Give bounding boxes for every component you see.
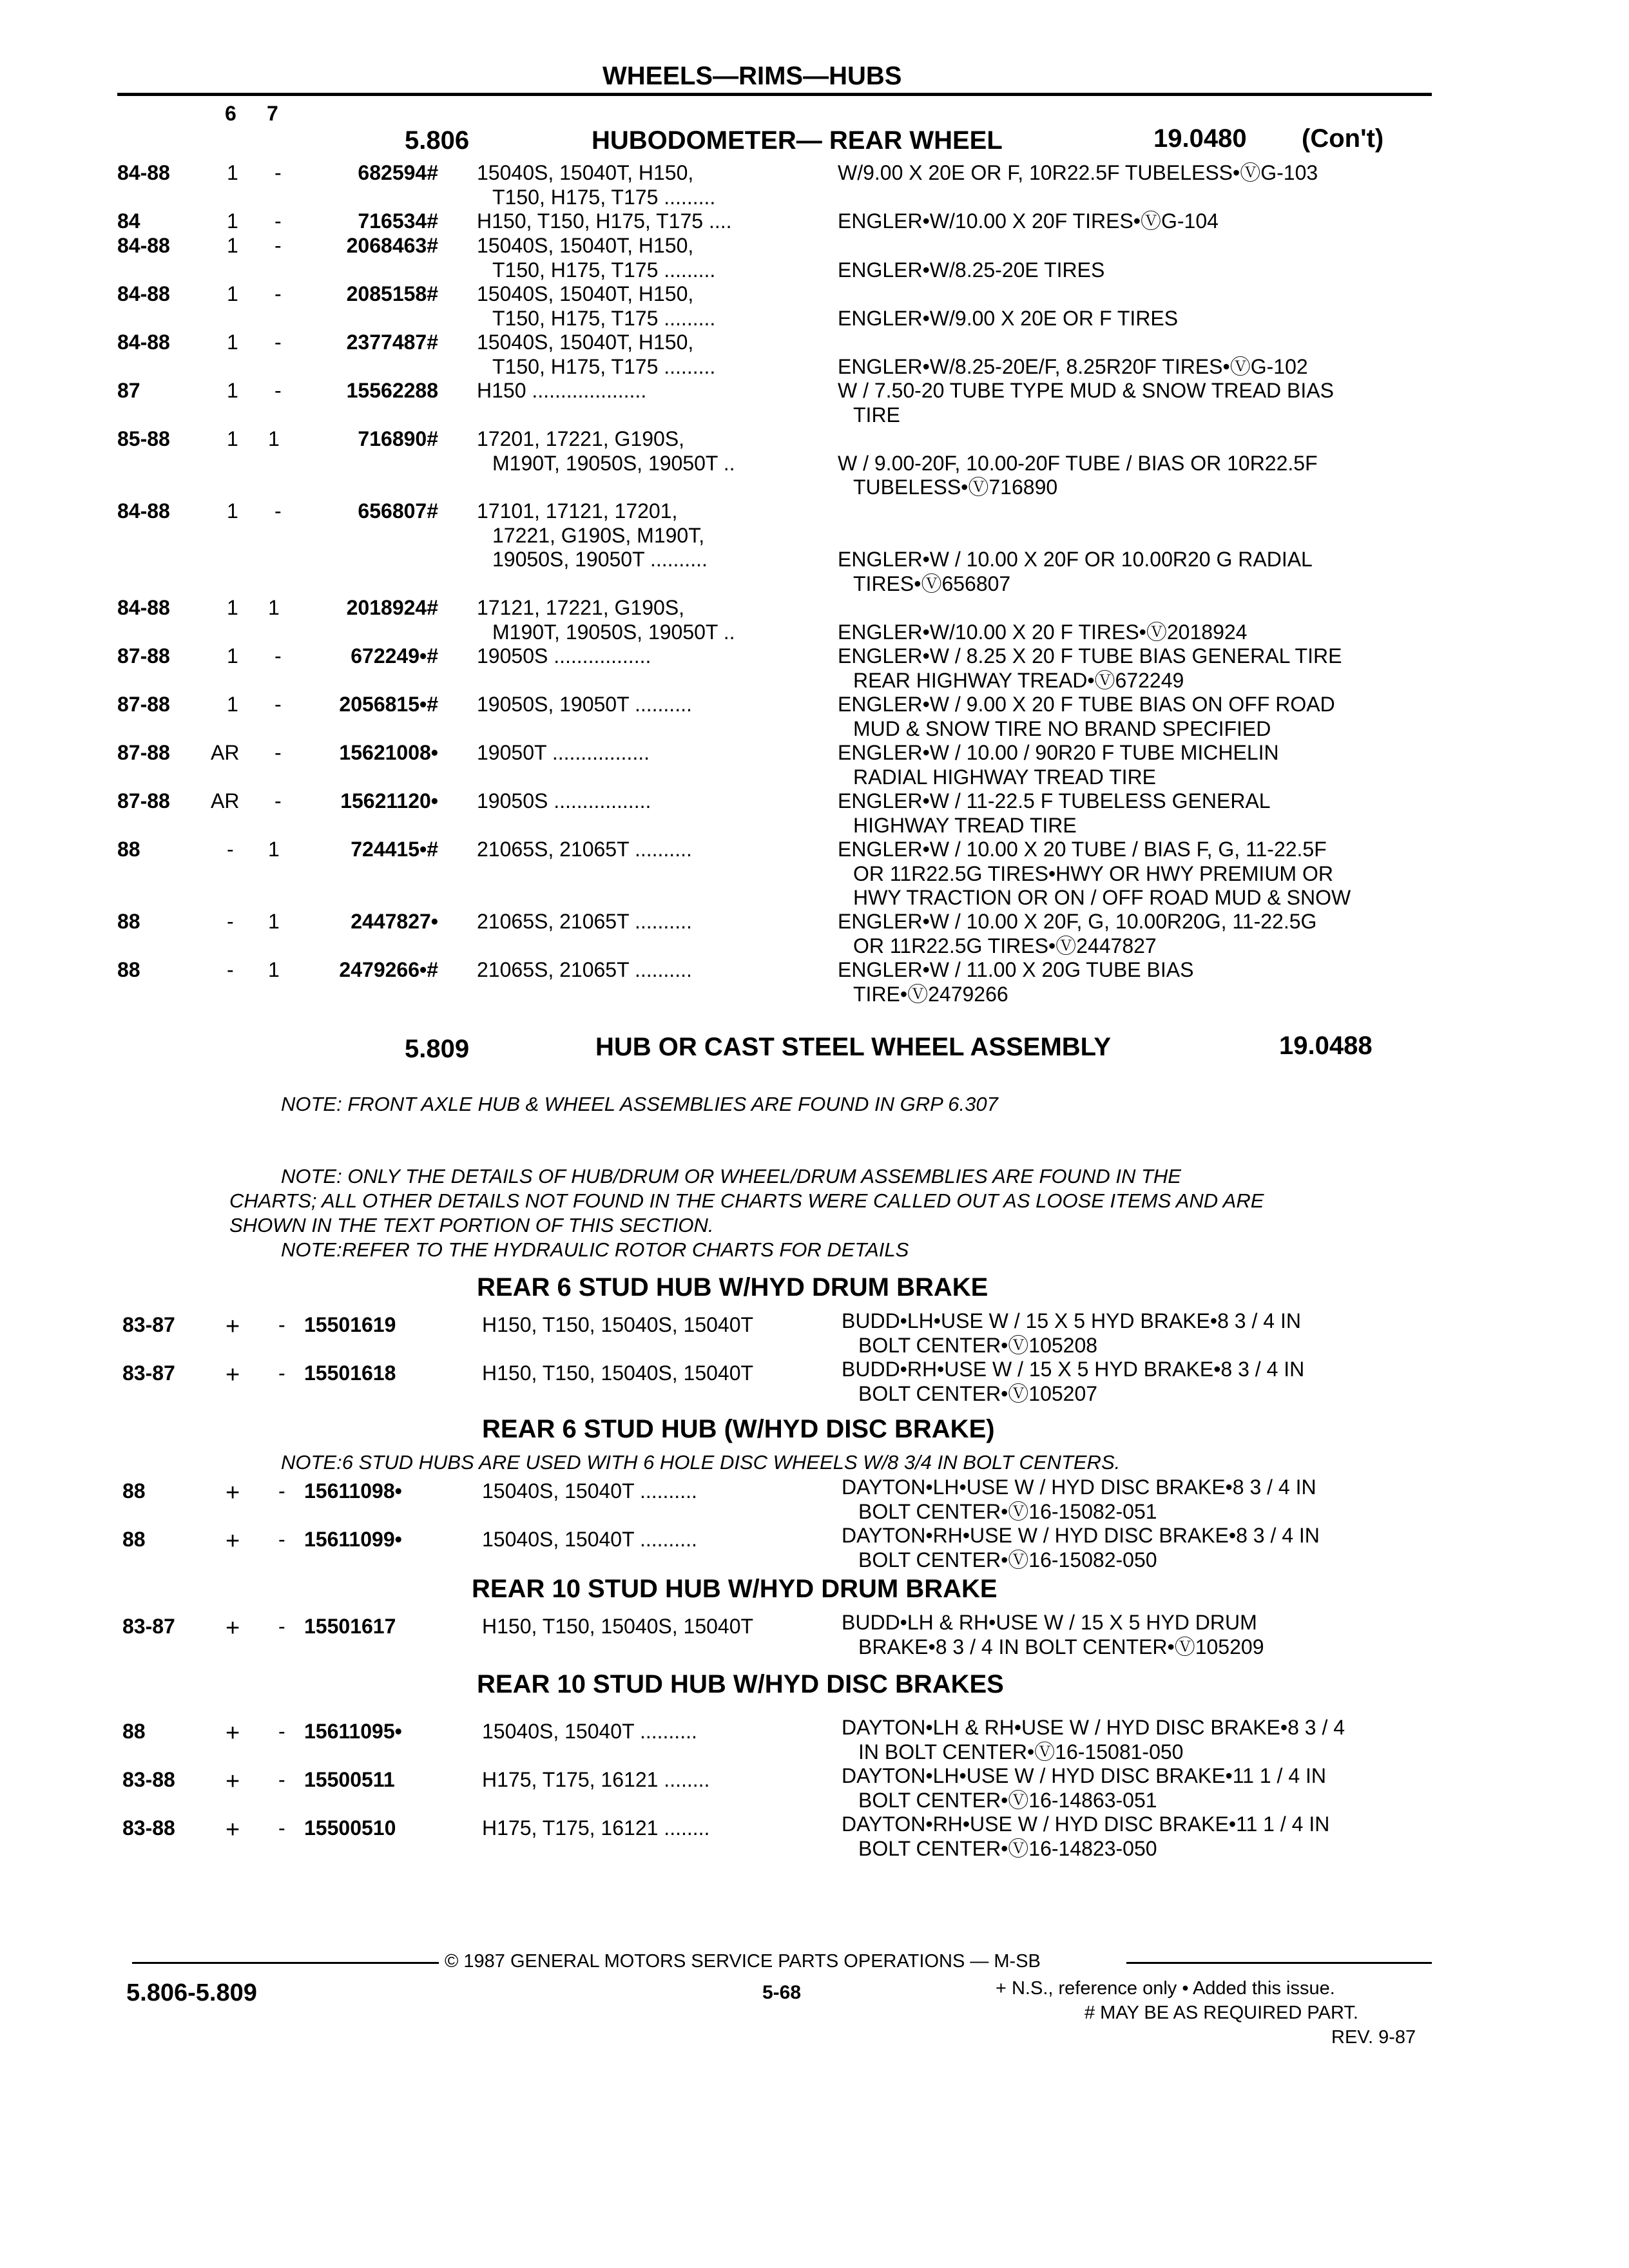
applicable-models: H150, T150, 15040S, 15040T: [482, 1313, 754, 1336]
applicable-models: T150, H175, T175 .........: [492, 354, 716, 378]
copyright-line: © 1987 GENERAL MOTORS SERVICE PARTS OPERATIONS — M-SB: [445, 1951, 1041, 1972]
part-description: MUD & SNOW TIRE NO BRAND SPECIFIED: [853, 716, 1271, 740]
part-description: ENGLER•W / 10.00 / 90R20 F TUBE MICHELIN: [838, 741, 1279, 764]
applicable-models: 19050S, 19050T ..........: [477, 693, 692, 716]
column-header-7: 7: [267, 102, 278, 125]
applicable-models: H150, T150, 15040S, 15040T: [482, 1615, 754, 1638]
note-rotor-charts: NOTE:REFER TO THE HYDRAULIC ROTOR CHARTS FOR DETAILS: [281, 1238, 909, 1261]
part-description: ENGLER•W / 10.00 X 20F OR 10.00R20 G RADIAL: [838, 548, 1313, 571]
applicable-models: T150, H175, T175 .........: [492, 185, 716, 209]
section-title: HUB OR CAST STEEL WHEEL ASSEMBLY: [595, 1033, 1112, 1061]
footer-rule-right: [1126, 1962, 1432, 1964]
applicable-models: 21065S, 21065T ..........: [477, 838, 692, 861]
model-years: 88: [117, 838, 140, 861]
qty-col-7: -: [275, 209, 282, 233]
applicable-models: H150, T150, H175, T175 ....: [477, 209, 732, 233]
model-years: 84: [117, 209, 140, 233]
part-description: BRAKE•8 3 / 4 IN BOLT CENTER•Ⓥ105209: [858, 1635, 1264, 1658]
part-description: RADIAL HIGHWAY TREAD TIRE: [853, 765, 1157, 789]
part-description: BOLT CENTER•Ⓥ105207: [858, 1381, 1098, 1405]
part-description: HIGHWAY TREAD TIRE: [853, 813, 1077, 837]
part-description: BUDD•LH & RH•USE W / 15 X 5 HYD DRUM: [842, 1611, 1257, 1634]
part-number: 15562288: [346, 379, 438, 402]
section-continued: (Con't): [1302, 124, 1384, 153]
model-years: 88: [122, 1720, 146, 1743]
model-years: 85-88: [117, 427, 170, 450]
page-number: 5-68: [762, 1982, 802, 2003]
footer-rule-left: [132, 1962, 439, 1964]
model-years: 87-88: [117, 644, 170, 668]
part-description: BOLT CENTER•Ⓥ16-14863-051: [858, 1788, 1157, 1812]
qty-col-6: +: [226, 1615, 240, 1642]
qty-col-7: -: [275, 331, 282, 354]
part-description: ENGLER•W/8.25-20E/F, 8.25R20F TIRES•ⓋG-102: [838, 354, 1308, 378]
note-details-line-1: NOTE: ONLY THE DETAILS OF HUB/DRUM OR WHEEL/DRUM ASSEMBLIES ARE FOUND IN THE: [281, 1165, 1181, 1187]
part-description: ENGLER•W/9.00 X 20E OR F TIRES: [838, 306, 1179, 330]
part-number: 15621008•: [339, 741, 438, 764]
part-description: TIRE•Ⓥ2479266: [853, 982, 1008, 1006]
part-description: W/9.00 X 20E OR F, 10R22.5F TUBELESS•ⓋG-103: [838, 161, 1318, 184]
model-years: 84-88: [117, 331, 170, 354]
applicable-models: 19050S, 19050T ..........: [492, 548, 708, 571]
part-description: BOLT CENTER•Ⓥ105208: [858, 1333, 1098, 1357]
applicable-models: 19050S .................: [477, 644, 651, 668]
qty-col-7: -: [275, 234, 282, 257]
qty-col-6: +: [226, 1361, 240, 1389]
model-years: 84-88: [117, 282, 170, 305]
qty-col-7: -: [278, 1816, 285, 1840]
part-description: DAYTON•LH•USE W / HYD DISC BRAKE•8 3 / 4 IN: [842, 1475, 1316, 1499]
part-number: 15611095•: [304, 1720, 402, 1743]
section-number: 5.809: [405, 1035, 470, 1063]
applicable-models: T150, H175, T175 .........: [492, 306, 716, 330]
group-heading: REAR 10 STUD HUB W/HYD DISC BRAKES: [477, 1670, 1004, 1698]
model-years: 84-88: [117, 234, 170, 257]
group-heading: REAR 6 STUD HUB W/HYD DRUM BRAKE: [477, 1273, 988, 1302]
section-number: 5.806: [405, 126, 470, 155]
model-years: 83-87: [122, 1615, 175, 1638]
part-description: ENGLER•W / 8.25 X 20 F TUBE BIAS GENERAL TIRE: [838, 644, 1342, 668]
part-description: OR 11R22.5G TIRES•Ⓥ2447827: [853, 934, 1157, 957]
qty-col-6: 1: [227, 596, 238, 619]
part-description: TIRES•Ⓥ656807: [853, 572, 1011, 595]
note-details-line-3: SHOWN IN THE TEXT PORTION OF THIS SECTION.: [229, 1214, 714, 1236]
applicable-models: 15040S, 15040T, H150,: [477, 331, 694, 354]
applicable-models: 15040S, 15040T ..........: [482, 1479, 697, 1503]
part-description: ENGLER•W / 10.00 X 20F, G, 10.00R20G, 11-22.5G: [838, 910, 1317, 933]
qty-col-7: 1: [268, 958, 280, 981]
part-description: DAYTON•LH & RH•USE W / HYD DISC BRAKE•8 3 / 4: [842, 1716, 1345, 1739]
qty-col-6: 1: [227, 209, 238, 233]
applicable-models: H175, T175, 16121 ........: [482, 1768, 710, 1791]
qty-col-6: 1: [227, 693, 238, 716]
applicable-models: 17221, G190S, M190T,: [492, 523, 705, 547]
legend-reference: + N.S., reference only • Added this issue.: [996, 1978, 1335, 1999]
qty-col-6: 1: [227, 644, 238, 668]
revision: REV. 9-87: [1331, 2027, 1416, 2048]
qty-col-6: -: [227, 910, 234, 933]
applicable-models: 15040S, 15040T, H150,: [477, 234, 694, 257]
part-description: ENGLER•W / 9.00 X 20 F TUBE BIAS ON OFF ROAD: [838, 693, 1335, 716]
part-number: 682594#: [358, 161, 438, 184]
qty-col-6: AR: [211, 789, 240, 812]
applicable-models: 19050S .................: [477, 789, 651, 812]
section-code: 19.0480: [1153, 124, 1247, 153]
model-years: 83-87: [122, 1361, 175, 1385]
qty-col-7: -: [275, 693, 282, 716]
model-years: 84-88: [117, 161, 170, 184]
qty-col-7: -: [275, 161, 282, 184]
part-description: W / 9.00-20F, 10.00-20F TUBE / BIAS OR 10R22.5F: [838, 451, 1318, 475]
qty-col-6: +: [226, 1768, 240, 1795]
model-years: 87-88: [117, 789, 170, 812]
applicable-models: 15040S, 15040T ..........: [482, 1528, 697, 1551]
applicable-models: M190T, 19050S, 19050T ..: [492, 620, 735, 644]
part-description: BUDD•RH•USE W / 15 X 5 HYD BRAKE•8 3 / 4 IN: [842, 1358, 1305, 1381]
section-title: HUBODOMETER— REAR WHEEL: [592, 126, 1003, 155]
part-number: 2377487#: [346, 331, 438, 354]
note-front-axle: NOTE: FRONT AXLE HUB & WHEEL ASSEMBLIES ARE FOUND IN GRP 6.307: [281, 1093, 998, 1115]
part-description: BOLT CENTER•Ⓥ16-15082-051: [858, 1499, 1157, 1523]
part-description: ENGLER•W/10.00 X 20 F TIRES•Ⓥ2018924: [838, 620, 1248, 644]
part-description: DAYTON•LH•USE W / HYD DISC BRAKE•11 1 / 4 IN: [842, 1764, 1327, 1787]
qty-col-7: -: [278, 1313, 285, 1336]
part-description: ENGLER•W/8.25-20E TIRES: [838, 258, 1105, 282]
qty-col-6: 1: [227, 161, 238, 184]
qty-col-6: +: [226, 1816, 240, 1843]
applicable-models: T150, H175, T175 .........: [492, 258, 716, 282]
model-years: 87-88: [117, 741, 170, 764]
part-description: BOLT CENTER•Ⓥ16-15082-050: [858, 1548, 1157, 1571]
part-number: 15621120•: [340, 789, 438, 812]
applicable-models: H150 ....................: [477, 379, 647, 402]
column-header-6: 6: [225, 102, 236, 125]
part-number: 716890#: [358, 427, 438, 450]
applicable-models: 15040S, 15040T ..........: [482, 1720, 697, 1743]
applicable-models: H175, T175, 16121 ........: [482, 1816, 710, 1840]
model-years: 83-87: [122, 1313, 175, 1336]
qty-col-7: -: [275, 741, 282, 764]
qty-col-7: 1: [268, 427, 280, 450]
page-title: WHEELS—RIMS—HUBS: [602, 62, 902, 90]
section-code: 19.0488: [1279, 1032, 1373, 1060]
model-years: 84-88: [117, 596, 170, 619]
qty-col-7: -: [278, 1361, 285, 1385]
part-number: 724415•#: [351, 838, 438, 861]
part-description: BUDD•LH•USE W / 15 X 5 HYD BRAKE•8 3 / 4 IN: [842, 1309, 1301, 1332]
qty-col-6: 1: [227, 379, 238, 402]
qty-col-7: 1: [268, 596, 280, 619]
qty-col-7: -: [275, 499, 282, 523]
qty-col-7: -: [278, 1720, 285, 1743]
applicable-models: 19050T .................: [477, 741, 650, 764]
applicable-models: 17121, 17221, G190S,: [477, 596, 685, 619]
model-years: 88: [117, 958, 140, 981]
part-number: 2068463#: [346, 234, 438, 257]
model-years: 87-88: [117, 693, 170, 716]
qty-col-6: 1: [227, 331, 238, 354]
applicable-models: 21065S, 21065T ..........: [477, 910, 692, 933]
applicable-models: 17201, 17221, G190S,: [477, 427, 685, 450]
legend-as-required: # MAY BE AS REQUIRED PART.: [1084, 2003, 1358, 2023]
part-description: DAYTON•RH•USE W / HYD DISC BRAKE•11 1 / 4 IN: [842, 1812, 1330, 1836]
applicable-models: 15040S, 15040T, H150,: [477, 161, 694, 184]
qty-col-6: 1: [227, 282, 238, 305]
qty-col-7: -: [278, 1768, 285, 1791]
part-description: HWY TRACTION OR ON / OFF ROAD MUD & SNOW: [853, 886, 1351, 909]
model-years: 88: [122, 1528, 146, 1551]
qty-col-7: -: [275, 282, 282, 305]
qty-col-6: +: [226, 1720, 240, 1747]
qty-col-7: -: [275, 379, 282, 402]
part-description: TIRE: [853, 403, 900, 427]
qty-col-7: 1: [268, 838, 280, 861]
part-number: 15611098•: [304, 1479, 402, 1503]
part-description: ENGLER•W/10.00 X 20F TIRES•ⓋG-104: [838, 209, 1219, 233]
qty-col-6: 1: [227, 427, 238, 450]
qty-col-7: -: [275, 644, 282, 668]
part-number: 15501619: [304, 1313, 396, 1336]
qty-col-6: +: [226, 1528, 240, 1555]
part-number: 2085158#: [346, 282, 438, 305]
qty-col-6: AR: [211, 741, 240, 764]
part-number: 15500510: [304, 1816, 396, 1840]
part-description: W / 7.50-20 TUBE TYPE MUD & SNOW TREAD BIAS: [838, 379, 1334, 402]
group-note: NOTE:6 STUD HUBS ARE USED WITH 6 HOLE DISC WHEELS W/8 3/4 IN BOLT CENTERS.: [281, 1451, 1121, 1474]
part-description: IN BOLT CENTER•Ⓥ16-15081-050: [858, 1740, 1184, 1763]
applicable-models: 17101, 17121, 17201,: [477, 499, 678, 523]
applicable-models: H150, T150, 15040S, 15040T: [482, 1361, 754, 1385]
model-years: 88: [122, 1479, 146, 1503]
qty-col-7: -: [275, 789, 282, 812]
part-description: REAR HIGHWAY TREAD•Ⓥ672249: [853, 668, 1184, 692]
qty-col-6: +: [226, 1313, 240, 1340]
applicable-models: M190T, 19050S, 19050T ..: [492, 451, 735, 475]
model-years: 83-88: [122, 1816, 175, 1840]
qty-col-6: +: [226, 1479, 240, 1506]
part-number: 716534#: [358, 209, 438, 233]
part-description: ENGLER•W / 11.00 X 20G TUBE BIAS: [838, 958, 1194, 981]
part-number: 672249•#: [351, 644, 438, 668]
part-number: 15501618: [304, 1361, 396, 1385]
part-number: 15501617: [304, 1615, 396, 1638]
qty-col-6: -: [227, 838, 234, 861]
group-heading: REAR 10 STUD HUB W/HYD DRUM BRAKE: [472, 1575, 998, 1603]
part-description: BOLT CENTER•Ⓥ16-14823-050: [858, 1836, 1157, 1860]
part-number: 656807#: [358, 499, 438, 523]
part-number: 2056815•#: [339, 693, 438, 716]
part-number: 15611099•: [304, 1528, 402, 1551]
part-number: 2447827•: [351, 910, 438, 933]
group-heading: REAR 6 STUD HUB (W/HYD DISC BRAKE): [482, 1415, 995, 1443]
note-details-line-2: CHARTS; ALL OTHER DETAILS NOT FOUND IN THE CHARTS WERE CALLED OUT AS LOOSE ITEMS AND ARE: [229, 1189, 1264, 1212]
part-number: 2479266•#: [339, 958, 438, 981]
applicable-models: 15040S, 15040T, H150,: [477, 282, 694, 305]
section-range: 5.806-5.809: [126, 1979, 257, 2006]
part-description: TUBELESS•Ⓥ716890: [853, 476, 1058, 499]
model-years: 88: [117, 910, 140, 933]
part-description: DAYTON•RH•USE W / HYD DISC BRAKE•8 3 / 4 IN: [842, 1524, 1320, 1547]
model-years: 83-88: [122, 1768, 175, 1791]
part-description: OR 11R22.5G TIRES•HWY OR HWY PREMIUM OR: [853, 861, 1333, 885]
model-years: 84-88: [117, 499, 170, 523]
qty-col-7: 1: [268, 910, 280, 933]
applicable-models: 21065S, 21065T ..........: [477, 958, 692, 981]
qty-col-6: -: [227, 958, 234, 981]
qty-col-7: -: [278, 1479, 285, 1503]
part-description: ENGLER•W / 11-22.5 F TUBELESS GENERAL: [838, 789, 1271, 812]
part-number: 15500511: [304, 1768, 395, 1791]
header-rule: [117, 93, 1432, 96]
part-description: ENGLER•W / 10.00 X 20 TUBE / BIAS F, G, 11-22.5F: [838, 838, 1327, 861]
part-number: 2018924#: [346, 596, 438, 619]
qty-col-6: 1: [227, 499, 238, 523]
model-years: 87: [117, 379, 140, 402]
qty-col-6: 1: [227, 234, 238, 257]
qty-col-7: -: [278, 1615, 285, 1638]
qty-col-7: -: [278, 1528, 285, 1551]
